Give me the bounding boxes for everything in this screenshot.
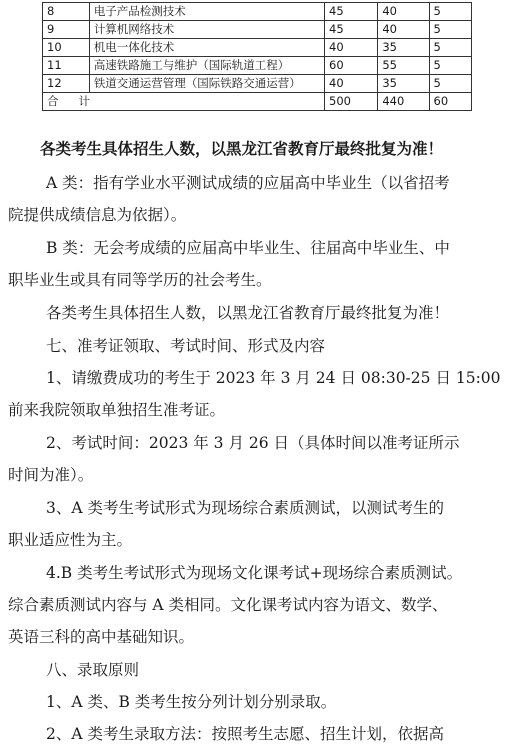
class-b-quota: 5: [429, 39, 471, 57]
admission-rule-2: 2、A 类考生录取方法：按照考生志愿、招生计划，依据高: [46, 725, 444, 743]
table-row: [43, 39, 472, 57]
table-row: [43, 21, 472, 39]
total-all: 500: [325, 93, 378, 111]
class-a-exam-line2: 职业适应性为主。: [8, 531, 133, 549]
class-a-quota: 40: [378, 21, 429, 39]
class-b-definition-line2: 职毕业生或具有同等学历的社会考生。: [8, 271, 272, 289]
class-b-exam-line3: 英语三科的高中基础知识。: [8, 628, 195, 646]
total-class-b: 60: [429, 93, 471, 111]
class-b-quota: 5: [429, 21, 471, 39]
admission-rule-1: 1、A 类、B 类考生按分列计划分别录取。: [46, 693, 337, 711]
class-a-definition-line1: A 类：指有学业水平测试成绩的应届高中毕业生（以省招考: [46, 174, 450, 192]
table-total-row: [43, 93, 472, 111]
class-b-quota: 5: [429, 3, 471, 21]
bold-approval-note: 各类考生具体招生人数，以黑龙江省教育厅最终批复为准！: [40, 139, 444, 158]
total-class-a: 440: [378, 93, 429, 111]
class-b-quota: 5: [429, 57, 471, 75]
table-row: [43, 75, 472, 93]
class-a-quota: 35: [378, 39, 429, 57]
row-number: 11: [43, 57, 90, 75]
row-number: 8: [43, 3, 90, 21]
major-name: 高速铁路施工与维护（国际轨道工程）: [89, 57, 324, 75]
total-quota: 60: [325, 57, 378, 75]
total-quota: 40: [325, 39, 378, 57]
class-a-quota: 40: [378, 3, 429, 21]
major-name: 铁道交通运营管理（国际铁路交通运营）: [89, 75, 324, 93]
row-number: 10: [43, 39, 90, 57]
admission-ticket-line1: 1、请缴费成功的考生于 2023 年 3 月 24 日 08:30-25 日 15:00: [46, 369, 501, 387]
exam-time-line2: 时间为准）。: [8, 466, 94, 484]
table-row: [43, 3, 472, 21]
table-row: [43, 57, 472, 75]
section-7-heading: 七、准考证领取、考试时间、形式及内容: [46, 337, 326, 355]
total-label: 合计: [43, 93, 325, 111]
class-b-exam-line1: 4.B 类考生考试形式为现场文化课考试+现场综合素质测试。: [46, 564, 463, 582]
class-b-definition-line1: B 类：无会考成绩的应届高中毕业生、往届高中毕业生、中: [46, 239, 450, 257]
class-a-quota: 55: [378, 57, 429, 75]
total-quota: 45: [325, 21, 378, 39]
total-quota: 40: [325, 75, 378, 93]
row-number: 12: [43, 75, 90, 93]
major-name: 电子产品检测技术: [89, 3, 324, 21]
admission-ticket-line2: 前来我院领取单独招生准考证。: [8, 401, 226, 419]
class-a-quota: 35: [378, 75, 429, 93]
class-b-exam-line2: 综合素质测试内容与 A 类相同。文化课考试内容为语文、数学、: [8, 596, 448, 614]
row-number: 9: [43, 21, 90, 39]
major-name: 机电一体化技术: [89, 39, 324, 57]
class-a-exam-line1: 3、A 类考生考试形式为现场综合素质测试，以测试考生的: [46, 499, 444, 517]
section-8-heading: 八、录取原则: [46, 661, 140, 679]
total-quota: 45: [325, 3, 378, 21]
major-name: 计算机网络技术: [89, 21, 324, 39]
class-a-definition-line2: 院提供成绩信息为依据）。: [8, 206, 187, 224]
class-b-quota: 5: [429, 75, 471, 93]
approval-note: 各类考生具体招生人数，以黑龙江省教育厅最终批复为准！: [46, 304, 450, 322]
exam-time-line1: 2、考试时间：2023 年 3 月 26 日（具体时间以准考证所示: [46, 434, 460, 452]
enrollment-quota-table: [42, 2, 472, 111]
